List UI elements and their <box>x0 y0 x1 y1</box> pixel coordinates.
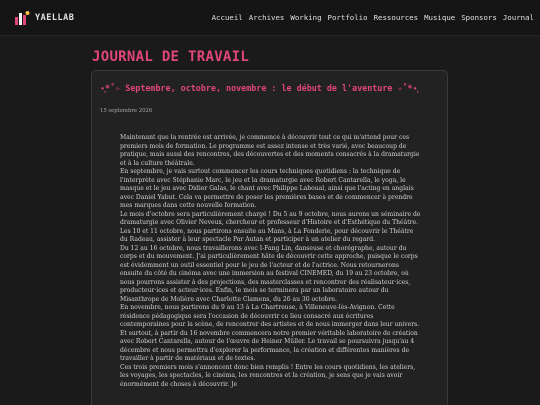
nav-archives[interactable]: Archives <box>248 13 285 22</box>
page-title: JOURNAL DE TRAVAIL <box>92 49 250 65</box>
post-paragraph: En septembre, je vais surtout commencer les cours techniques quotidiens : la technique de l'interprète avec Stéphanie Marc, le jeu et la dramaturgie avec Robert Cantarella, le yoga, le masque et le jeu avec Didier Galas, le chant avec Philippe Laboual, ainsi que l'acting en anglais avec Daniel Yabut. Cela va permettre de poser les premières bases et de commencer à prendre mes marques dans cette nouvelle formation. <box>120 168 414 209</box>
journal-post-card <box>91 70 448 405</box>
nav-journal[interactable]: Journal <box>502 13 534 22</box>
post-paragraph: Ces trois premiers mois s'annoncent donc bien remplis ! Entre les cours quotidiens, les ateliers, les voyages, les spectacles, le cinéma, les rencontres et la création, je sens que je vais avoir énormément de choses à découvrir. Je <box>120 363 416 388</box>
nav-portfolio[interactable]: Portfolio <box>327 13 368 22</box>
nav-musique[interactable]: Musique <box>424 13 456 22</box>
post-paragraph: Maintenant que la rentrée est arrivée, je commence à découvrir tout ce qui m'attend pour ces premiers mois de formation. Le programme est assez intense et très varié, avec beaucoup de pratique, mais aussi des rencontres, des découvertes et des moments consacrés à la dramaturgie et à la culture théâtrale. <box>120 134 420 167</box>
post-paragraph: Du 12 au 16 octobre, nous travaillerons avec I-Fang Lin, danseuse et chorégraphe, autour du corps et du mouvement. J'ai particulièrement hâte de découvrir cette approche, puisque le corps est évidemment un outil essentiel pour le jeu de l'acteur et de l'actrice. Nous retournerons ensuite du côté du cinéma avec une immersion au festival CINEMED, du 19 au 23 octobre, où nous pourrons assister à des projections, des masterclasses et rencontrer des réalisateur·ices, producteur·ices et acteur·ices. Enfin, le mois se terminera par un laboratoire autour du Misanthrope de Molière avec Charlotte Clamens, du 26 au 30 octobre. <box>120 244 418 303</box>
main-nav <box>212 13 534 22</box>
post-paragraph: Le mois d'octobre sera particulièrement chargé ! Du 5 au 9 octobre, nous aurons un séminaire de dramaturgie avec Olivier Neveux, chercheur et professeur d'Histoire et d'Esthétique du Théâtre. Les 10 et 11 octobre, nous partirons ensuite au Mans, à La Fonderie, pour découvrir le Théâtre du Radeau, assister à leur spectacle Par Autan et participer à un atelier du regard. <box>120 210 421 243</box>
top-navigation-bar <box>0 0 540 36</box>
post-title[interactable]: •̩̩͙*˚✧ Septembre, octobre, novembre : le début de l'aventure ✧˚*•̩̩͙ <box>100 83 418 93</box>
post-body <box>120 134 423 389</box>
nav-sponsors[interactable]: Sponsors <box>461 13 497 22</box>
yaellab-logo-icon[interactable] <box>14 10 30 26</box>
nav-working[interactable]: Working <box>290 13 322 22</box>
nav-ressources[interactable]: Ressources <box>373 13 419 22</box>
post-paragraph: Et surtout, à partir du 16 novembre commencera notre premier véritable laboratoire de création avec Robert Cantarella, autour de l'œuvre de Heiner Müller. Le travail se poursuivra jusqu'au 4 décembre et nous permettra d'explorer la performance, la création et différentes manières de travailler à partir de matériaux et de textes. <box>120 329 418 362</box>
nav-accueil[interactable]: Accueil <box>211 13 243 22</box>
site-brand[interactable]: YAELLAB <box>35 13 75 23</box>
post-date: 15 septembre 2026 <box>100 108 153 114</box>
post-paragraph: En novembre, nous partirons du 9 au 13 à La Chartreuse, à Villeneuve-lès-Avignon. Cette résidence pédagogique sera l'occasion de découvrir ce lieu consacré aux écritures contemporaines pour la scène, de rencontrer des artistes et de nous immerger dans leur univers. <box>120 304 420 328</box>
